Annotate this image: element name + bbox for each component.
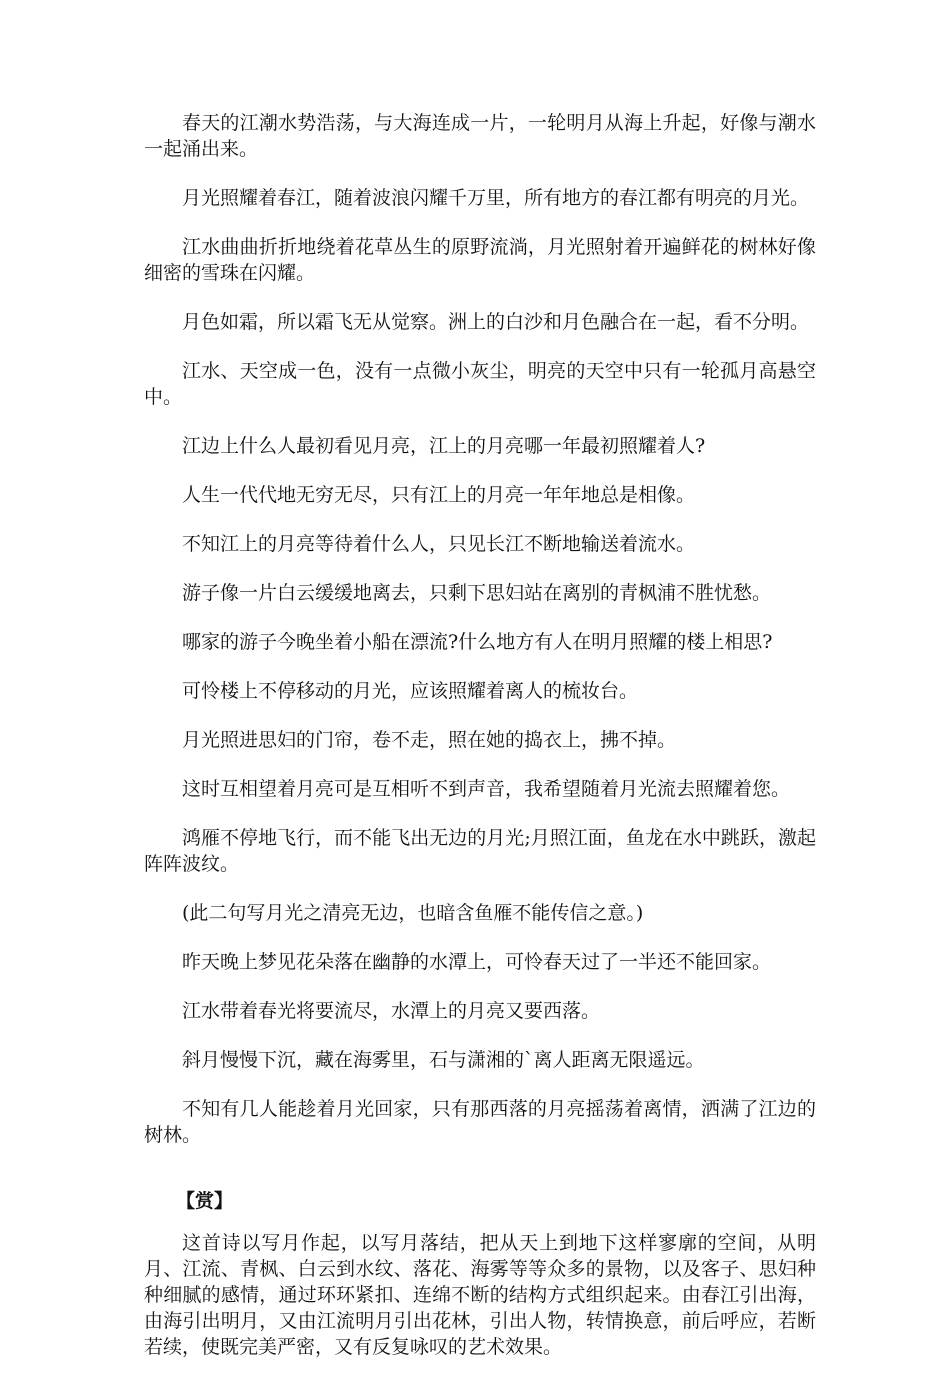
translation-paragraph: 游子像一片白云缓缓地离去，只剩下思妇站在离别的青枫浦不胜忧愁。 [182,582,772,604]
translation-paragraph: 鸿雁不停地飞行，而不能飞出无边的月光;月照江面，鱼龙在水中跳跃，激起阵阵波纹。 [144,827,816,875]
appreciation-heading: 【赏】 [176,1190,234,1212]
translation-paragraph: 人生一代代地无穷无尽，只有江上的月亮一年年地总是相像。 [182,484,696,506]
translation-paragraph: 江水带着春光将要流尽，水潭上的月亮又要西落。 [182,1000,601,1022]
translation-paragraph: 哪家的游子今晚坐着小船在漂流?什么地方有人在明月照耀的楼上相思? [182,631,773,653]
translation-paragraph: 月色如霜，所以霜飞无从觉察。洲上的白沙和月色融合在一起，看不分明。 [182,311,810,333]
translation-paragraph: 江边上什么人最初看见月亮，江上的月亮哪一年最初照耀着人? [182,435,706,457]
translation-paragraph: 春天的江潮水势浩荡，与大海连成一片，一轮明月从海上升起，好像与潮水一起涌出来。 [144,112,816,160]
translation-paragraph: 斜月慢慢下沉，藏在海雾里，石与潇湘的`离人距离无限遥远。 [182,1049,705,1071]
translation-note: (此二句写月光之清亮无边，也暗含鱼雁不能传信之意。) [182,902,644,924]
translation-paragraph: 这时互相望着月亮可是互相听不到声音，我希望随着月光流去照耀着您。 [182,778,791,800]
translation-paragraph: 江水、天空成一色，没有一点微小灰尘，明亮的天空中只有一轮孤月高悬空中。 [144,360,816,408]
translation-paragraph: 月光照耀着春江，随着波浪闪耀千万里，所有地方的春江都有明亮的月光。 [182,187,810,209]
translation-paragraph: 昨天晚上梦见花朵落在幽静的水潭上，可怜春天过了一半还不能回家。 [182,951,772,973]
translation-paragraph: 不知江上的月亮等待着什么人，只见长江不断地输送着流水。 [182,533,696,555]
translation-paragraph: 不知有几人能趁着月光回家，只有那西落的月亮摇荡着离情，洒满了江边的树林。 [144,1098,816,1146]
translation-paragraph: 江水曲曲折折地绕着花草丛生的原野流淌，月光照射着开遍鲜花的树林好像细密的雪珠在闪耀。 [144,236,816,284]
document-page [144,110,816,1383]
translation-paragraph: 月光照进思妇的门帘，卷不走，照在她的捣衣上，拂不掉。 [182,729,677,751]
translation-paragraph: 可怜楼上不停移动的月光，应该照耀着离人的梳妆台。 [182,680,639,702]
appreciation-paragraph: 这首诗以写月作起，以写月落结，把从天上到地下这样寥廓的空间，从明月、江流、青枫、白云到水纹、落花、海雾等等众多的景物，以及客子、思妇种种细腻的感情，通过环环紧扣、连绵不断的结构方式组织起来。由春江引出海，由海引出明月，又由江流明月引出花林，引出人物，转情换意，前后呼应，若断若续，使既完美严密，又有反复咏叹的艺术效果。 [144,1232,816,1358]
